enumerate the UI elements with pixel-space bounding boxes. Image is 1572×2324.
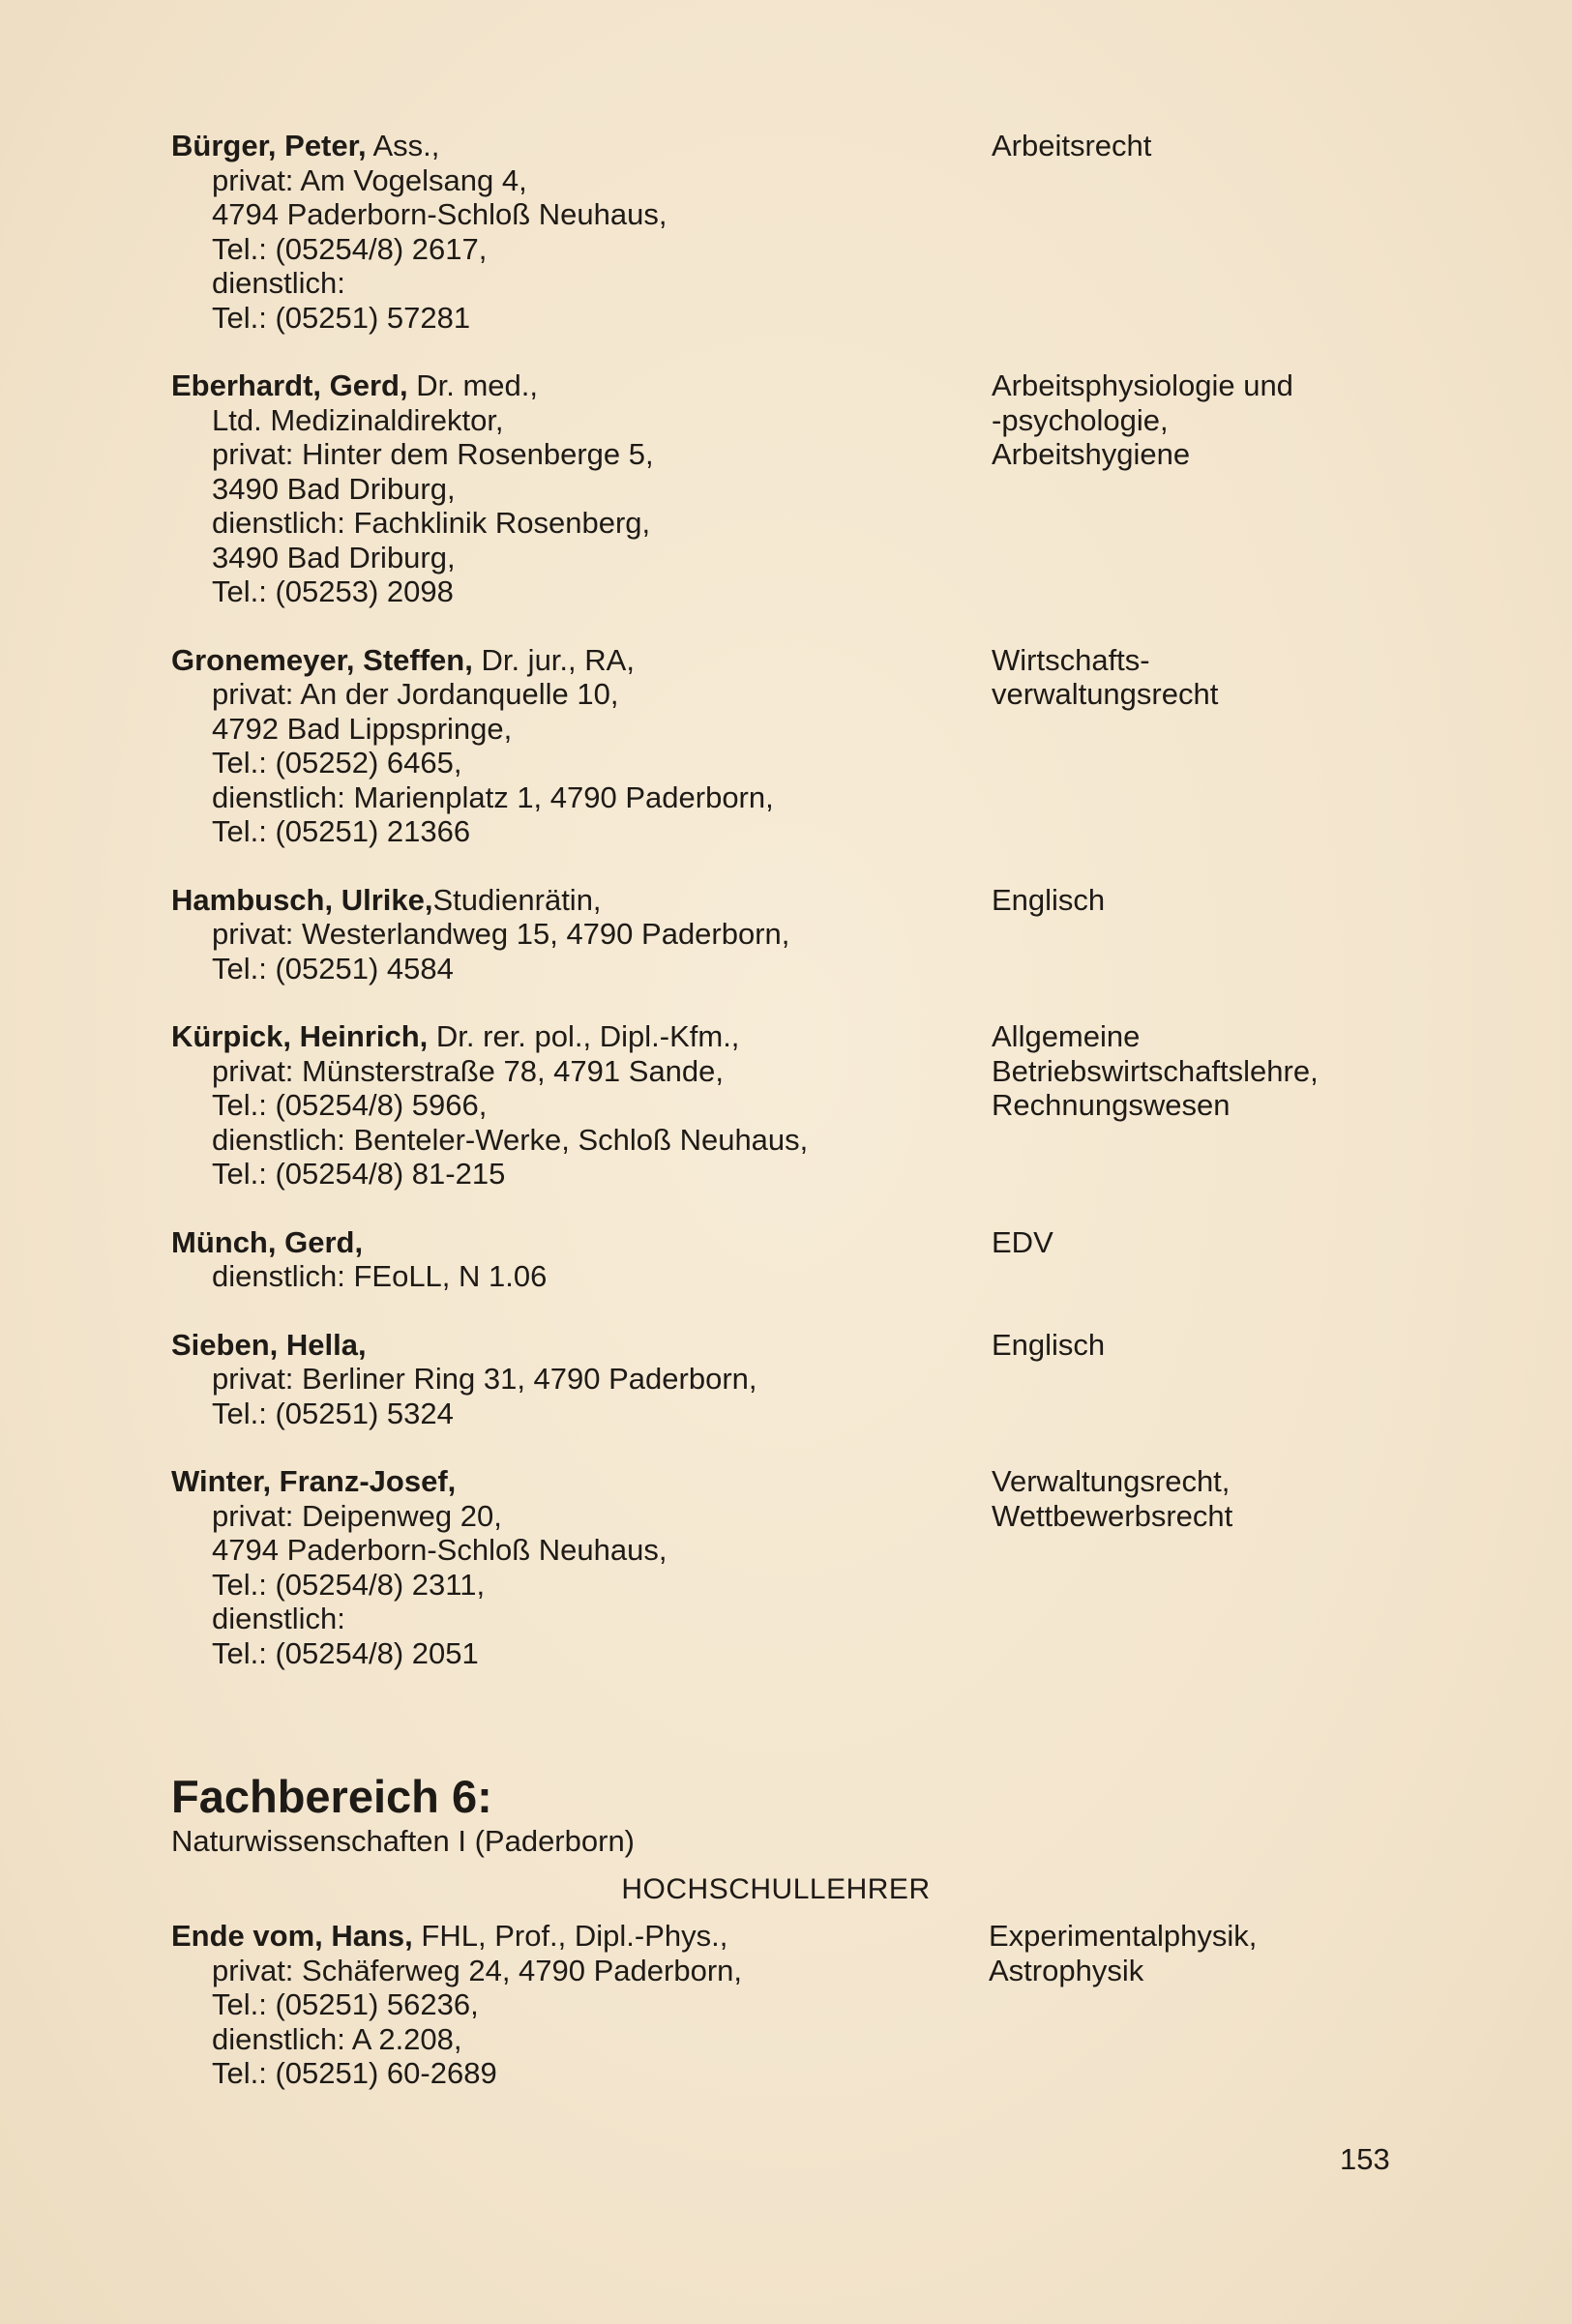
- entry-name: Gronemeyer, Steffen,: [171, 642, 473, 677]
- list-item: [171, 1019, 1429, 1191]
- entry-line: dienstlich:: [212, 1602, 345, 1635]
- entry-subjects: [992, 1328, 1417, 1363]
- subject-line: Allgemeine: [992, 1019, 1141, 1053]
- entry-line: privat: Schäferweg 24, 4790 Paderborn,: [212, 1953, 743, 1987]
- entry-name: Kürpick, Heinrich,: [171, 1019, 429, 1053]
- list-item: [171, 1225, 1429, 1294]
- entry-name-line: [171, 129, 994, 163]
- entry-line: Tel.: (05254/8) 2617,: [212, 231, 488, 266]
- list-item: [171, 1328, 1429, 1431]
- entry-line: 4794 Paderborn-Schloß Neuhaus,: [212, 197, 667, 231]
- subject-line: Arbeitshygiene: [992, 437, 1191, 471]
- entry-name: Sieben, Hella,: [171, 1327, 367, 1362]
- entry-subjects: [992, 643, 1417, 712]
- subject-line: verwaltungsrecht: [992, 677, 1219, 711]
- entry-line: privat: Westerlandweg 15, 4790 Paderborn,: [212, 917, 790, 951]
- subject-line: Englisch: [992, 882, 1106, 917]
- subject-line: Arbeitsphysiologie und: [992, 368, 1293, 402]
- entry-title: Studienrätin,: [432, 882, 602, 917]
- entry-line: dienstlich: Marienplatz 1, 4790 Paderborn,: [212, 780, 774, 814]
- entry-name-line: [171, 1019, 994, 1054]
- entry-details: [171, 1019, 994, 1191]
- entry-line: Tel.: (05251) 21366: [212, 814, 471, 848]
- subject-line: Experimentalphysik,: [989, 1919, 1258, 1953]
- entry-line: dienstlich: A 2.208,: [212, 2021, 462, 2056]
- subject-line: Verwaltungsrecht,: [992, 1464, 1231, 1498]
- entry-subjects: [992, 1225, 1417, 1260]
- entry-line: Tel.: (05252) 6465,: [212, 746, 462, 780]
- department-section: [171, 1770, 1429, 2125]
- entry-subjects: [989, 1919, 1414, 1987]
- list-item: [171, 368, 1429, 609]
- entry-title: FHL, Prof., Dipl.-Phys.,: [412, 1919, 728, 1953]
- entry-line: Tel.: (05251) 4584: [212, 951, 454, 985]
- entry-line: privat: Hinter dem Rosenberge 5,: [212, 437, 654, 471]
- entry-line: Tel.: (05251) 60-2689: [212, 2056, 497, 2090]
- list-item: [171, 883, 1429, 986]
- section-subtitle: Naturwissenschaften I (Paderborn): [171, 1824, 636, 1858]
- entry-details: [171, 1464, 994, 1670]
- entry-title: Dr. rer. pol., Dipl.-Kfm.,: [428, 1019, 740, 1053]
- entry-line: dienstlich: Benteler-Werke, Schloß Neuhaus,: [212, 1122, 809, 1157]
- entry-line: privat: Münsterstraße 78, 4791 Sande,: [212, 1053, 725, 1088]
- entry-details: [171, 1919, 994, 2091]
- entry-line: privat: Berliner Ring 31, 4790 Paderborn,: [212, 1362, 757, 1396]
- entry-line: dienstlich:: [212, 266, 345, 300]
- subject-line: Arbeitsrecht: [992, 129, 1152, 162]
- entry-line: privat: Am Vogelsang 4,: [212, 162, 527, 197]
- entry-line: Tel.: (05254/8) 5966,: [212, 1088, 488, 1122]
- entry-name: Münch, Gerd,: [171, 1224, 364, 1259]
- entry-name: Winter, Franz-Josef,: [171, 1464, 457, 1498]
- subject-line: Englisch: [992, 1327, 1106, 1362]
- entry-details: [171, 368, 994, 609]
- entry-line: 4794 Paderborn-Schloß Neuhaus,: [212, 1533, 667, 1567]
- entry-name-line: [171, 1464, 994, 1499]
- entry-subjects: [992, 368, 1417, 472]
- entry-name-line: [171, 1919, 994, 1954]
- subject-line: Wirtschafts-: [992, 642, 1150, 677]
- entry-line: Tel.: (05251) 57281: [212, 300, 471, 335]
- entry-name: Hambusch, Ulrike,: [171, 882, 433, 917]
- entry-name: Eberhardt, Gerd,: [171, 368, 408, 402]
- subject-line: Rechnungswesen: [992, 1088, 1231, 1122]
- entry-subjects: [992, 1019, 1417, 1123]
- entry-name-line: [171, 1225, 994, 1260]
- entry-line: Tel.: (05254/8) 2051: [212, 1635, 479, 1670]
- entry-subjects: [992, 129, 1417, 163]
- entry-title: Dr. med.,: [407, 368, 538, 402]
- entry-line: 3490 Bad Driburg,: [212, 540, 456, 574]
- subject-line: Wettbewerbsrecht: [992, 1498, 1233, 1533]
- subject-line: -psychologie,: [992, 402, 1169, 437]
- list-item: [171, 129, 1429, 335]
- entry-line: privat: An der Jordanquelle 10,: [212, 677, 619, 711]
- entry-details: [171, 129, 994, 335]
- list-item: [171, 643, 1429, 849]
- entry-subjects: [992, 1464, 1417, 1533]
- subject-line: Betriebswirtschaftslehre,: [992, 1053, 1319, 1088]
- entry-line: 3490 Bad Driburg,: [212, 471, 456, 506]
- section-heading: HOCHSCHULLEHRER: [621, 1873, 931, 1905]
- entry-details: [171, 643, 994, 849]
- entry-title: Dr. jur., RA,: [472, 642, 635, 677]
- section-title: Fachbereich 6:: [171, 1771, 492, 1822]
- subject-line: EDV: [992, 1224, 1053, 1259]
- page-number: 153: [1340, 2142, 1390, 2176]
- entry-name-line: [171, 883, 994, 918]
- entry-line: Tel.: (05251) 56236,: [212, 1987, 479, 2021]
- entry-name: Bürger, Peter,: [171, 129, 367, 162]
- list-item: [171, 1464, 1429, 1670]
- entry-name: Ende vom, Hans,: [171, 1919, 413, 1953]
- entry-name-line: [171, 368, 994, 403]
- list-item: [171, 1919, 1429, 2091]
- entry-line: Tel.: (05251) 5324: [212, 1396, 454, 1430]
- entry-line: 4792 Bad Lippspringe,: [212, 711, 513, 746]
- entry-title: Ass.,: [366, 129, 440, 162]
- entry-list: [171, 129, 1429, 1704]
- entry-line: Tel.: (05253) 2098: [212, 574, 454, 608]
- entry-name-line: [171, 1328, 994, 1363]
- entry-details: [171, 1328, 994, 1431]
- entry-details: [171, 1225, 994, 1294]
- subject-line: Astrophysik: [989, 1953, 1144, 1987]
- entry-line: dienstlich: FEoLL, N 1.06: [212, 1259, 548, 1293]
- entry-line: privat: Deipenweg 20,: [212, 1498, 502, 1533]
- entry-subjects: [992, 883, 1417, 918]
- entry-line: Tel.: (05254/8) 2311,: [212, 1567, 486, 1602]
- entry-line: Tel.: (05254/8) 81-215: [212, 1157, 506, 1191]
- entry-name-line: [171, 643, 994, 678]
- entry-line: dienstlich: Fachklinik Rosenberg,: [212, 506, 651, 540]
- entry-details: [171, 883, 994, 986]
- entry-line: Ltd. Medizinaldirektor,: [212, 402, 504, 437]
